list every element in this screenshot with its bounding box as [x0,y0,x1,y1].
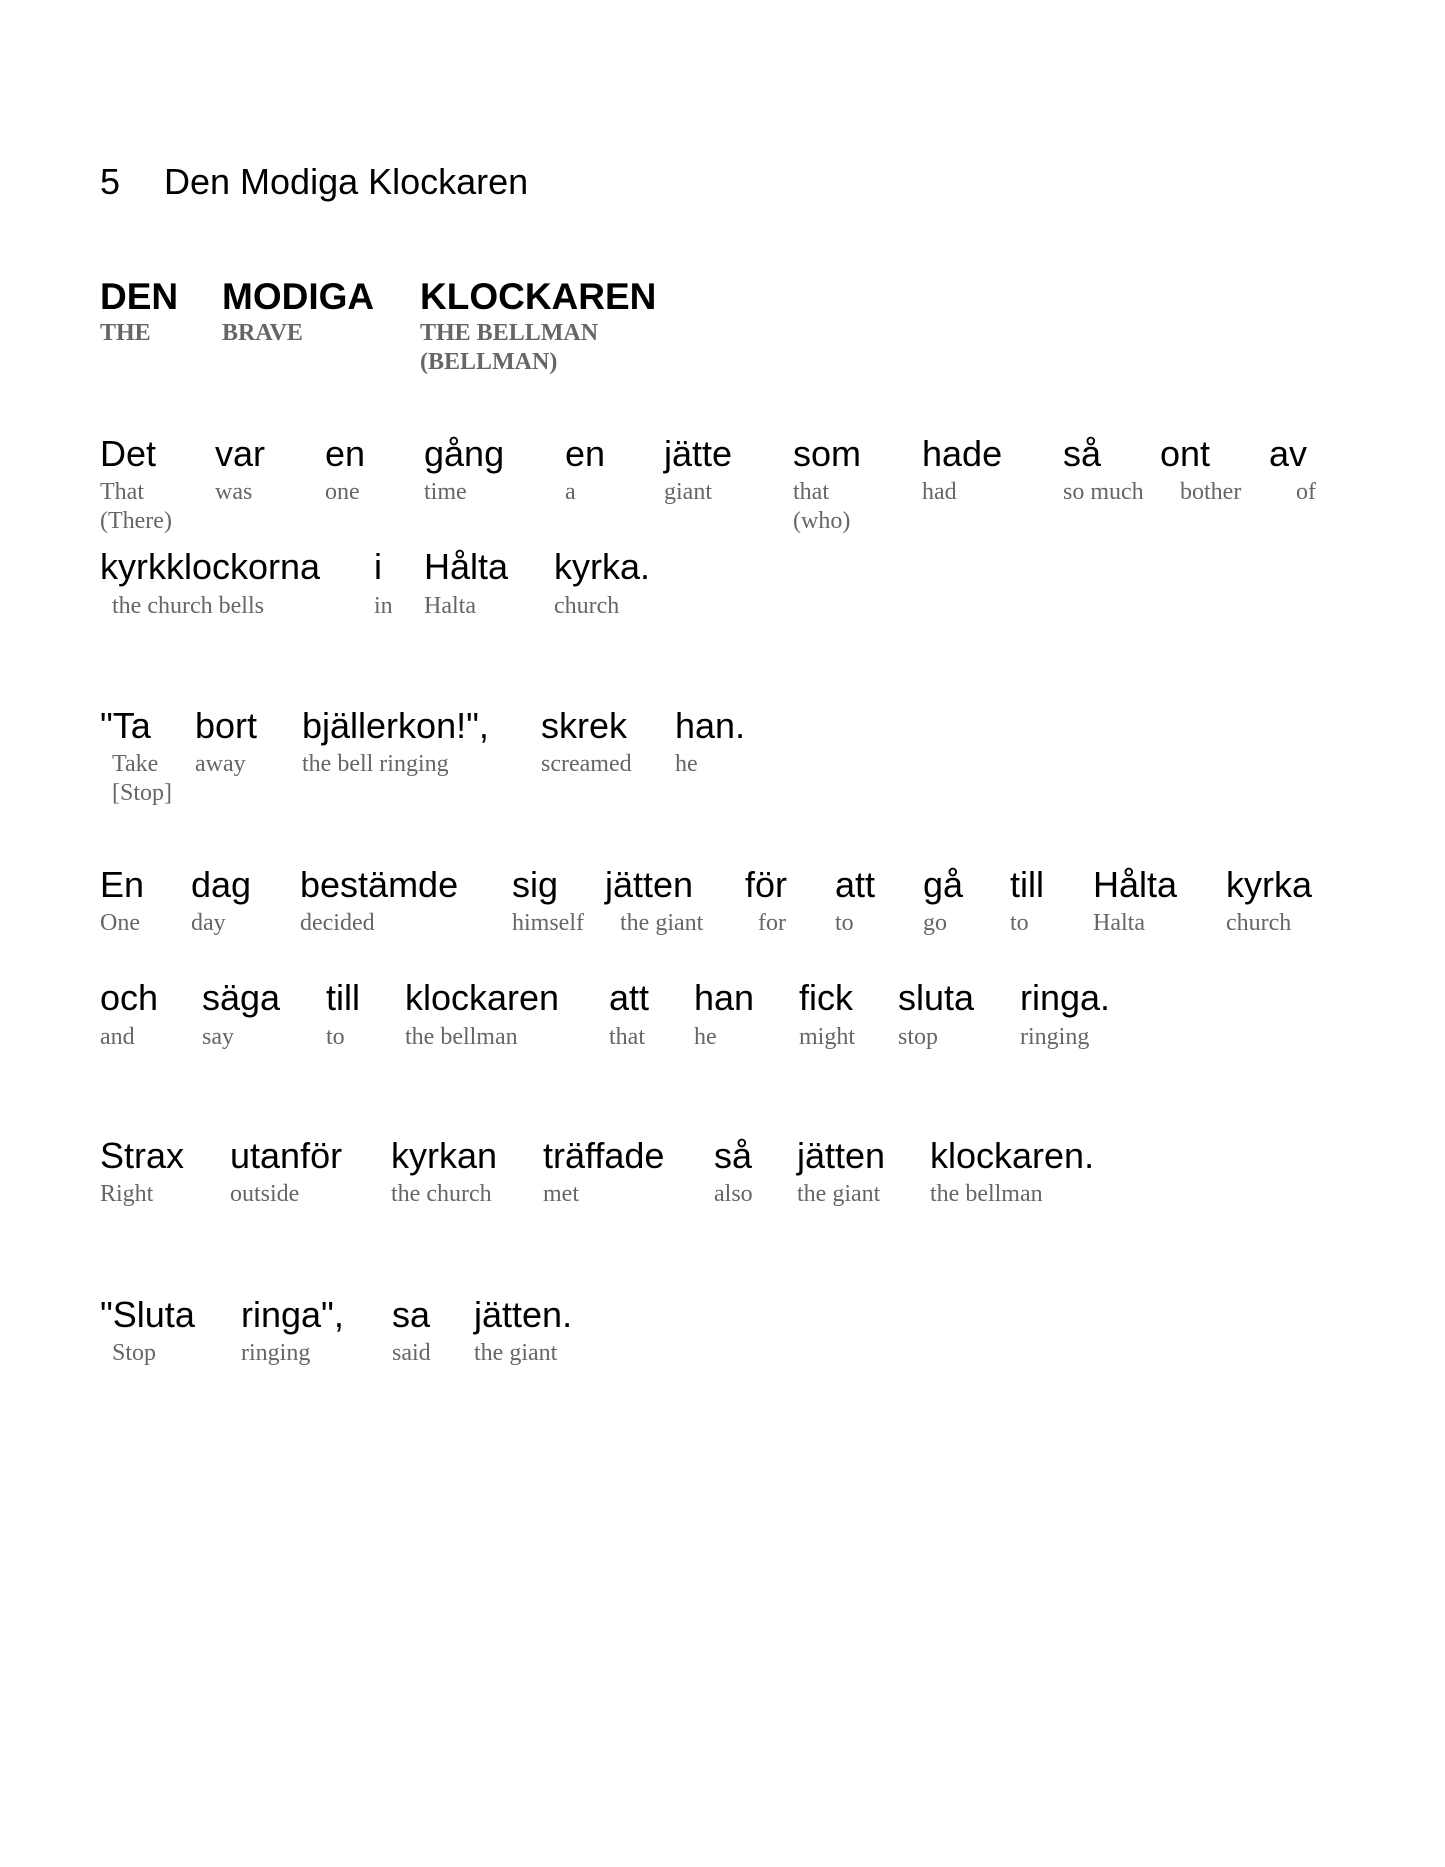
english-gloss: himself [512,910,584,936]
english-gloss: church [1226,910,1292,936]
english-gloss: giant [664,479,712,505]
english-gloss: the bell ringing [302,751,449,777]
swedish-word: så [1063,433,1102,474]
english-gloss: the giant [474,1340,558,1366]
english-gloss: might [799,1024,856,1050]
english-gloss: Halta [424,593,476,619]
english-gloss: to [1010,910,1029,936]
english-gloss: met [543,1181,579,1207]
english-gloss: (who) [793,508,851,534]
english-gloss: ringing [241,1340,311,1366]
swedish-word: ont [1160,433,1211,474]
title-gloss: (BELLMAN) [420,349,558,375]
swedish-word: så [714,1135,753,1176]
swedish-word: en [325,433,366,474]
swedish-word: han [694,977,755,1018]
english-gloss: say [202,1024,234,1050]
swedish-word: gång [424,433,505,474]
swedish-word: utanför [230,1135,343,1176]
swedish-word: Hålta [1093,864,1178,905]
swedish-word: och [100,977,159,1018]
english-gloss: he [694,1024,717,1050]
swedish-word: Hålta [424,546,509,587]
swedish-word: i [374,546,382,587]
english-gloss: [Stop] [112,780,172,806]
english-gloss: so much [1063,479,1144,505]
title-gloss: THE [100,320,151,346]
english-gloss: the bellman [405,1024,518,1050]
english-gloss: the giant [797,1181,881,1207]
english-gloss: and [100,1024,135,1050]
title-word: KLOCKAREN [420,276,657,317]
swedish-word: en [565,433,606,474]
english-gloss: go [923,910,947,936]
english-gloss: One [100,910,140,936]
title-word: DEN [100,276,179,317]
swedish-word: bort [195,705,258,746]
english-gloss: day [191,910,226,936]
english-gloss: outside [230,1181,300,1207]
swedish-word: Det [100,433,157,474]
swedish-word: jätte [664,433,733,474]
swedish-word: fick [799,977,853,1018]
english-gloss: stop [898,1024,939,1050]
swedish-word: Strax [100,1135,185,1176]
english-gloss: the church bells [112,593,264,619]
swedish-word: sluta [898,977,975,1018]
swedish-word: gå [923,864,964,905]
english-gloss: screamed [541,751,632,777]
swedish-word: kyrkklockorna [100,546,321,587]
title-word: MODIGA [222,276,375,317]
swedish-word: av [1269,433,1308,474]
english-gloss: time [424,479,467,505]
swedish-word: dag [191,864,252,905]
swedish-word: ringa. [1020,977,1111,1018]
swedish-word: träffade [543,1135,665,1176]
english-gloss: the bellman [930,1181,1043,1207]
english-gloss: ringing [1020,1024,1090,1050]
swedish-word: skrek [541,705,628,746]
english-gloss: was [215,479,253,505]
swedish-word: för [745,864,788,905]
title-gloss: THE BELLMAN [420,320,599,346]
swedish-word: jätten. [474,1294,573,1335]
english-gloss: that [609,1024,645,1050]
swedish-word: säga [202,977,281,1018]
swedish-word: att [835,864,876,905]
swedish-word: sa [392,1294,431,1335]
swedish-word: kyrkan [391,1135,498,1176]
english-gloss: one [325,479,360,505]
swedish-word: "Ta [100,705,151,746]
english-gloss: That [100,479,144,505]
english-gloss: Halta [1093,910,1145,936]
english-gloss: of [1296,479,1316,505]
swedish-word: kyrka [1226,864,1313,905]
swedish-word: att [609,977,650,1018]
swedish-word: kyrka. [554,546,651,587]
swedish-word: bjällerkon!", [302,705,489,746]
english-gloss: a [565,479,576,505]
swedish-word: var [215,433,266,474]
english-gloss: he [675,751,698,777]
swedish-word: En [100,864,145,905]
swedish-word: klockaren. [930,1135,1095,1176]
english-gloss: to [835,910,854,936]
english-gloss: for [758,910,786,936]
english-gloss: also [714,1181,753,1207]
english-gloss: decided [300,910,375,936]
english-gloss: had [922,479,957,505]
title-gloss: BRAVE [222,320,303,346]
swedish-word: bestämde [300,864,459,905]
english-gloss: the church [391,1181,492,1207]
english-gloss: Stop [112,1340,157,1366]
swedish-word: som [793,433,862,474]
english-gloss: Take [112,751,159,777]
english-gloss: bother [1180,479,1242,505]
swedish-word: hade [922,433,1003,474]
english-gloss: to [326,1024,345,1050]
swedish-word: till [1010,864,1044,905]
chapter-number: 5 [100,161,121,202]
english-gloss: in [374,593,393,619]
english-gloss: the giant [620,910,704,936]
swedish-word: "Sluta [100,1294,195,1335]
swedish-word: ringa", [241,1294,344,1335]
english-gloss: (There) [100,508,172,534]
english-gloss: Right [100,1181,154,1207]
swedish-word: jätten [797,1135,886,1176]
swedish-word: klockaren [405,977,560,1018]
swedish-word: sig [512,864,559,905]
english-gloss: church [554,593,620,619]
english-gloss: away [195,751,246,777]
swedish-word: han. [675,705,746,746]
swedish-word: till [326,977,360,1018]
chapter-title: Den Modiga Klockaren [164,161,529,202]
swedish-word: jätten [605,864,694,905]
english-gloss: that [793,479,829,505]
english-gloss: said [392,1340,431,1366]
